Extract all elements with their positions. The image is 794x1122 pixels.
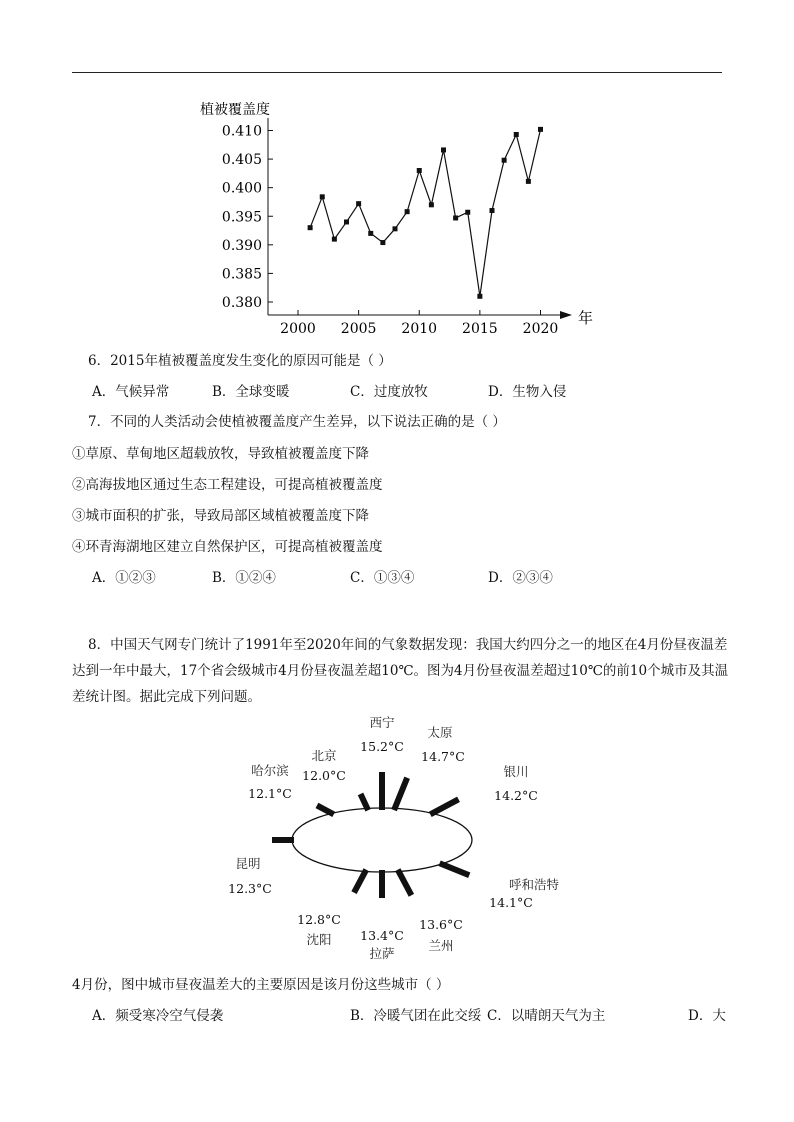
city-value-label: 12.8°C — [297, 912, 341, 927]
q8-stem: 4月份，图中城市昼夜温差大的主要原因是该月份这些城市（ ） — [72, 977, 450, 993]
chart-y-tick-label: 0.400 — [221, 180, 262, 197]
chart-y-tick-label: 0.395 — [221, 209, 262, 226]
city-name-label: 北京 — [311, 748, 337, 763]
city-value-label: 12.3°C — [228, 881, 272, 896]
chart-y-tick-label: 0.405 — [221, 152, 262, 169]
city-value-label: 13.4°C — [360, 928, 404, 943]
q6-option-c[interactable]: C．过度放牧 — [350, 384, 428, 400]
chart-x-tick-label: 2005 — [340, 321, 377, 337]
city-name-label: 西宁 — [369, 715, 395, 730]
q6-stem: 6．2015年植被覆盖度发生变化的原因可能是（ ） — [88, 353, 392, 369]
city-name-label: 沈阳 — [306, 932, 332, 947]
q8-option-d[interactable]: D．大 — [688, 1008, 726, 1024]
q7-statement-3: ③城市面积的扩张，导致局部区域植被覆盖度下降 — [72, 508, 369, 524]
city-value-label: 14.1°C — [489, 895, 533, 910]
city-value-label: 12.0°C — [302, 768, 346, 783]
chart-y-tick-label: 0.385 — [221, 266, 262, 283]
city-name-label: 哈尔滨 — [251, 763, 289, 778]
city-value-label: 13.6°C — [419, 917, 463, 932]
city-bar — [398, 870, 412, 896]
q8-option-a[interactable]: A．频受寒冷空气侵袭 — [92, 1008, 224, 1024]
q7-statement-2: ②高海拔地区通过生态工程建设，可提高植被覆盖度 — [72, 477, 383, 493]
chart-y-tick-label: 0.390 — [221, 237, 262, 254]
city-name-label: 拉萨 — [369, 946, 395, 961]
city-value-label: 14.2°C — [494, 788, 538, 803]
city-value-label: 15.2°C — [360, 739, 404, 754]
city-bar — [354, 870, 366, 893]
q7-option-a[interactable]: A．①②③ — [92, 570, 156, 586]
chart-y-tick-label: 0.380 — [221, 295, 262, 311]
q7-option-b[interactable]: B．①②④ — [212, 570, 276, 586]
city-name-label: 兰州 — [428, 938, 454, 953]
city-value-label: 12.1°C — [248, 786, 292, 801]
q7-option-c[interactable]: C．①③④ — [350, 570, 415, 586]
chart-x-tick-label: 2010 — [401, 321, 438, 337]
city-bar — [430, 799, 458, 814]
q7-option-d[interactable]: D．②③④ — [488, 570, 553, 586]
city-name-label: 昆明 — [235, 856, 261, 871]
city-name-label: 呼和浩特 — [508, 877, 560, 892]
q8-option-c[interactable]: C．以晴朗天气为主 — [487, 1008, 606, 1024]
q7-statement-4: ④环青海湖地区建立自然保护区，可提高植被覆盖度 — [72, 539, 383, 555]
city-value-label: 14.7°C — [421, 749, 465, 764]
q6-option-b[interactable]: B．全球变暖 — [212, 384, 290, 400]
city-bar — [317, 805, 334, 814]
city-name-label: 银川 — [503, 764, 529, 779]
chart-y-tick-label: 0.410 — [221, 123, 262, 140]
chart-x-tick-label: 2020 — [522, 321, 559, 337]
q6-option-d[interactable]: D．生物入侵 — [488, 384, 567, 400]
q8-option-b[interactable]: B．冷暖气团在此交绥 — [350, 1008, 482, 1024]
q7-stem: 7．不同的人类活动会使植被覆盖度产生差异，以下说法正确的是（ ） — [88, 414, 506, 430]
city-name-label: 太原 — [427, 725, 453, 740]
chart-xlabel: 年 — [578, 309, 594, 327]
chart-x-tick-label: 2015 — [462, 321, 498, 337]
city-bar — [440, 863, 470, 875]
q6-option-a[interactable]: A．气候异常 — [92, 384, 170, 400]
city-bar — [361, 794, 369, 810]
q8-intro: 8．中国天气网专门统计了1991年至2020年间的气象数据发现：我国大约四分之一的地区在4月份昼夜温差达到一年中最大，17个省会级城市4月份昼夜温差超10℃。图为4月份昼夜温差超过10℃的前10个城市及其温差统计图。据此完成下列问题。 — [72, 637, 729, 705]
chart-x-tick-label: 2000 — [280, 321, 316, 337]
q7-statement-1: ①草原、草甸地区超载放牧，导致植被覆盖度下降 — [72, 446, 369, 462]
city-bar — [394, 778, 407, 810]
chart-ylabel: 植被覆盖度 — [200, 102, 270, 118]
